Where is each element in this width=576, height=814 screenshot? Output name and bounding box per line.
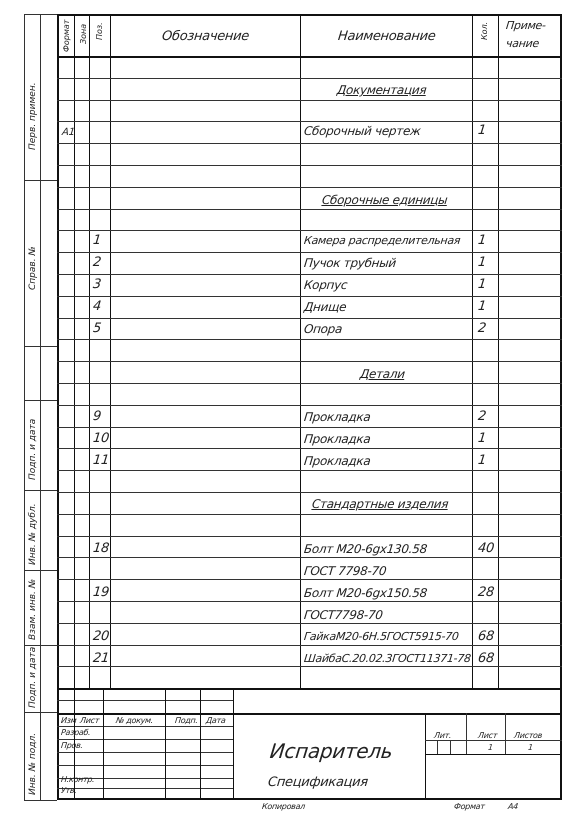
table-column-line [300,14,301,688]
header-note-1: Приме- [505,19,547,32]
margin-sign-date-1: Подп. и дата [28,418,38,480]
item-format: A1 [61,127,76,138]
tb-sheet: Лист [477,731,498,740]
table-row-line [57,296,562,297]
item-pos: 5 [92,321,102,336]
margin-ref-no: Справ. № [28,246,38,290]
item-pos: 4 [92,299,102,314]
header-pos: Поз. [95,22,104,40]
table-column-line [89,14,90,688]
tb-column [425,713,426,798]
table-row-line [57,230,562,231]
item-pos: 3 [92,277,102,292]
table-header-bottom [57,56,562,58]
frame-left [57,14,59,800]
tb-doc-type: Спецификация [267,775,369,790]
item-qty: 2 [477,409,487,424]
table-row-line [57,492,562,493]
item-qty: 2 [477,321,487,336]
table-row-line [57,78,562,79]
tb-column [233,688,234,798]
margin-line [24,14,57,15]
table-column-line [110,14,111,688]
tb-line [57,765,233,766]
header-note-2: чание [505,37,540,50]
margin-inner [40,14,41,800]
margin-orig-inv: Инв. № подл. [28,732,38,795]
tb-lit: Лит. [433,731,452,740]
margin-repl-inv: Взам. инв. № [28,578,38,640]
item-qty: 68 [477,629,495,644]
table-row-line [57,623,562,624]
header-qty: Кол. [480,21,489,40]
tb-developed: Разраб. [60,728,91,737]
item-name: Опора [303,322,343,336]
table-row-line [57,318,562,319]
tb-checked: Пров. [60,741,84,750]
table-column-line [498,14,499,688]
item-pos: 11 [92,453,110,468]
tb-sheet-val: 1 [487,743,494,752]
margin-dup-inv: Инв. № дубл. [28,503,38,565]
table-row-line [57,252,562,253]
tb-line [57,700,233,701]
tb-line [57,713,562,715]
item-name: Болт М20-6gx150.58 [303,586,428,600]
tb-column [165,688,166,798]
tb-line [425,740,562,741]
margin-first-use: Перв. примен. [28,82,38,150]
header-zone: Зона [79,23,88,44]
footer-format-val: А4 [507,802,519,811]
item-name: Корпус [303,278,348,292]
margin-line [24,180,57,181]
table-row-line [57,209,562,210]
item-name: Прокладка [303,432,372,446]
section-assembly-units: Сборочные единицы [321,193,449,207]
tb-norm: Н.контр. [60,775,95,784]
section-parts: Детали [359,367,406,381]
table-row-line [57,383,562,384]
table-row-line [57,514,562,515]
tb-column [103,688,104,798]
table-row-line [57,187,562,188]
margin-outer [24,14,25,800]
frame-right [560,14,562,800]
table-row-line [57,579,562,580]
item-qty: 28 [477,585,495,600]
tb-line [57,726,233,727]
item-qty: 1 [477,453,487,468]
item-pos: 9 [92,409,102,424]
item-name: Прокладка [303,410,372,424]
tb-sheets-val: 1 [527,743,534,752]
table-row-line [57,274,562,275]
item-name: ГОСТ7798-70 [303,608,384,622]
item-qty: 1 [477,277,487,292]
table-row-line [57,666,562,667]
item-qty: 68 [477,651,495,666]
frame-bottom [57,798,562,800]
item-pos: 1 [92,233,102,248]
table-column-line [74,14,75,688]
item-pos: 19 [92,585,110,600]
tb-approved: Утв. [60,786,78,795]
table-row-line [57,601,562,602]
item-name: Прокладка [303,454,372,468]
header-designation: Обозначение [161,29,250,44]
tb-line [57,752,233,753]
tb-column [450,740,451,754]
table-row-line [57,405,562,406]
item-name: Болт М20-6gx130.58 [303,542,428,556]
table-column-line [472,14,473,688]
tb-col-doc: № докум. [115,716,154,725]
table-row-line [57,339,562,340]
item-qty: 1 [477,123,487,138]
item-qty: 1 [477,255,487,270]
tb-column [200,688,201,798]
table-row-line [57,557,562,558]
tb-column [466,713,467,754]
item-name: ШайбаС.20.02.3ГОСТ11371-78 [303,652,472,665]
footer-copied: Копировал [261,802,306,811]
section-documentation: Документация [336,83,428,97]
item-name: Камера распределительная [303,234,461,247]
item-pos: 10 [92,431,110,446]
tb-col-sign: Подп. [174,716,199,725]
margin-line [24,346,57,347]
tb-title: Испаритель [268,739,394,763]
margin-line [24,570,57,571]
margin-sign-date-2: Подп. и дата [28,646,38,708]
item-pos: 21 [92,651,110,666]
item-name: ГайкаМ20-6Н.5ГОСТ5915-70 [303,630,460,643]
tb-column [437,740,438,754]
table-row-line [57,143,562,144]
item-name: Сборочный чертеж [303,124,422,138]
item-qty: 1 [477,299,487,314]
tb-line [57,739,233,740]
item-qty: 1 [477,233,487,248]
table-row-line [57,100,562,101]
tb-line [425,754,562,755]
tb-col-sheet: Лист [79,716,100,725]
table-row-line [57,448,562,449]
table-row-line [57,427,562,428]
tb-top [57,688,562,690]
frame-top [57,14,562,16]
item-pos: 2 [92,255,102,270]
tb-col-change: Изм [60,716,77,725]
header-name: Наименование [337,29,437,44]
table-row-line [57,121,562,122]
margin-line [24,490,57,491]
table-row-line [57,165,562,166]
footer-format-label: Формат [453,802,486,811]
item-qty: 40 [477,541,495,556]
item-pos: 20 [92,629,110,644]
item-name: Днище [303,300,347,314]
item-name: Пучок трубный [303,256,397,270]
table-row-line [57,645,562,646]
item-pos: 18 [92,541,110,556]
table-row-line [57,536,562,537]
tb-line [57,788,233,789]
item-name: ГОСТ 7798-70 [303,564,387,578]
header-format: Формат [62,19,71,52]
tb-col-date: Дата [205,716,226,725]
margin-line [24,400,57,401]
section-standard-items: Стандартные изделия [311,497,449,511]
tb-column [505,713,506,754]
table-row-line [57,470,562,471]
table-row-line [57,361,562,362]
margin-line [24,712,57,713]
margin-line [24,800,57,801]
tb-sheets: Листов [513,731,543,740]
item-qty: 1 [477,431,487,446]
